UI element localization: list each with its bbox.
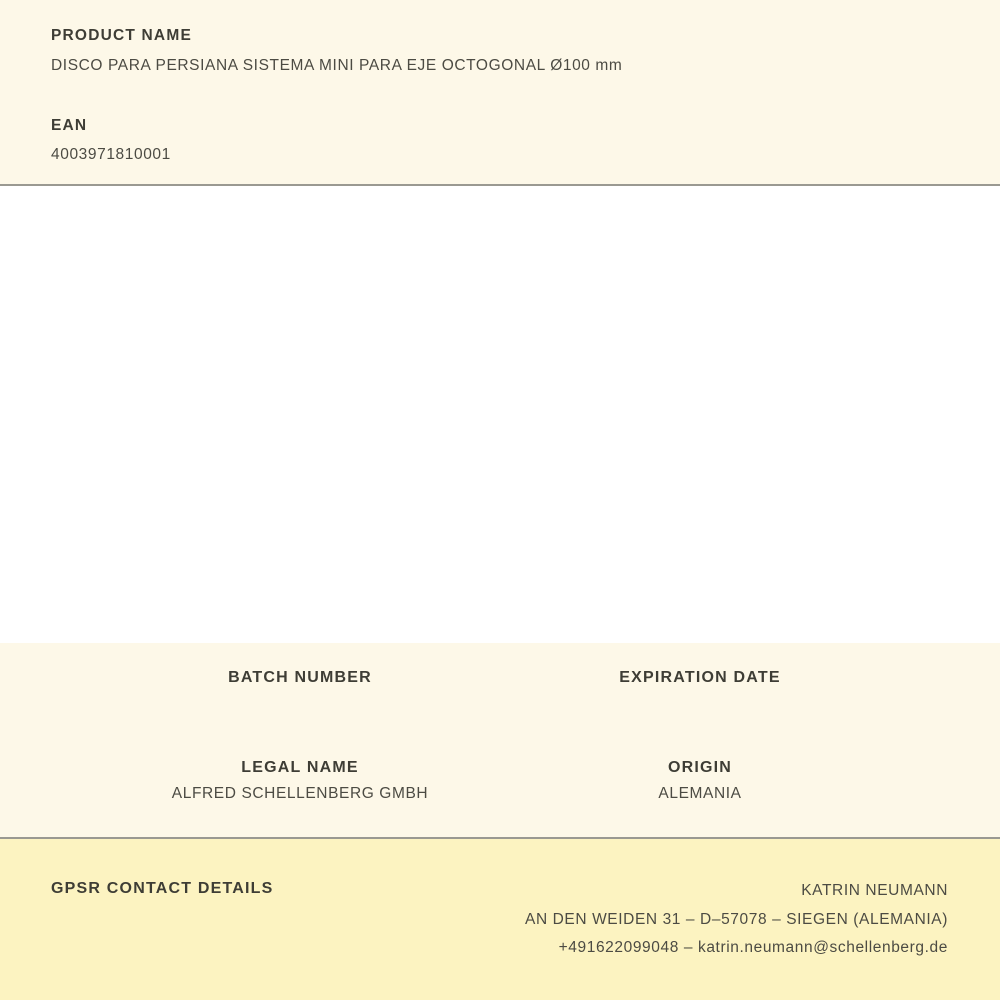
origin-value: ALEMANIA (658, 785, 742, 802)
ean-label: EAN (51, 117, 88, 134)
product-name-label: PRODUCT NAME (51, 27, 192, 44)
expiration-date-label: EXPIRATION DATE (619, 669, 781, 686)
gpsr-contact-phone-email: +491622099048 – katrin.neumann@schellenberg.de (558, 939, 948, 956)
product-image-area (0, 186, 1000, 643)
product-name-value: DISCO PARA PERSIANA SISTEMA MINI PARA EJE OCTOGONAL Ø100 mm (51, 57, 623, 74)
gpsr-contact-address: AN DEN WEIDEN 31 – D–57078 – SIEGEN (ALEMANIA) (525, 910, 948, 928)
legal-name-label: LEGAL NAME (241, 759, 359, 776)
legal-name-field (100, 757, 500, 809)
batch-number-field (100, 667, 500, 719)
legal-name-value: ALFRED SCHELLENBERG GMBH (171, 785, 429, 802)
gpsr-contact-block (525, 877, 948, 963)
details-row-legal-origin (100, 757, 900, 809)
details-row-batch-expiration (100, 667, 900, 719)
product-name-field (51, 25, 950, 77)
expiration-date-value (500, 689, 900, 719)
ean-value: 4003971810001 (51, 146, 171, 163)
expiration-date-field (500, 667, 900, 719)
product-details-section (0, 643, 1000, 839)
origin-field (500, 757, 900, 809)
product-info-section (0, 0, 1000, 186)
gpsr-contact-title: GPSR CONTACT DETAILS (51, 880, 274, 897)
batch-number-label: BATCH NUMBER (228, 669, 372, 686)
gpsr-contact-section (0, 839, 1000, 1000)
gpsr-contact-name: KATRIN NEUMANN (801, 882, 948, 899)
origin-label: ORIGIN (667, 759, 733, 776)
ean-field (51, 115, 950, 166)
batch-number-value (100, 689, 500, 719)
